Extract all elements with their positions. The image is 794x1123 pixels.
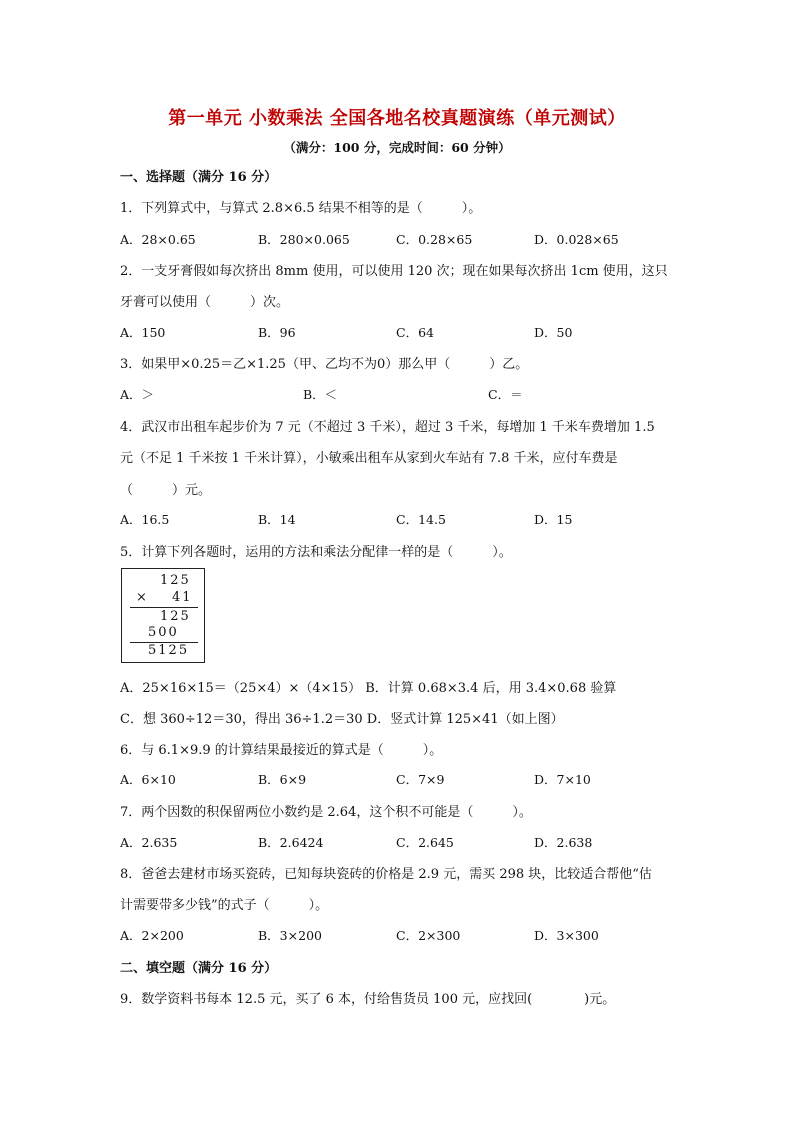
question-2-line-2: 牙膏可以使用（ ）次。: [120, 295, 290, 310]
q1-option-b: B．280×0.065: [258, 232, 350, 247]
q8-option-d: D．3×300: [534, 928, 599, 943]
calc-multiplier: 41: [172, 590, 193, 605]
q8-option-c: C．2×300: [396, 928, 461, 943]
q6-option-a: A．6×10: [120, 772, 176, 787]
q6-option-b: B．6×9: [258, 772, 307, 787]
q7-option-a: A．2.635: [120, 835, 178, 850]
q1-option-c: C．0.28×65: [396, 232, 473, 247]
calc-rule-1: [130, 607, 198, 608]
q5-options-cd: C．想 360÷12＝30，得出 36÷1.2＝30 D．竖式计算 125×41（如上图）: [120, 712, 564, 727]
question-8-line-1: 8．爸爸去建材市场买瓷砖，已知每块瓷砖的价格是 2.9 元，需买 298 块，比较适合帮他“估: [120, 867, 652, 882]
q4-option-a: A．16.5: [120, 512, 170, 527]
question-6: 6．与 6.1×9.9 的计算结果最接近的算式是（ ）。: [120, 743, 443, 758]
vertical-multiplication-box: [121, 568, 205, 663]
q6-option-d: D．7×10: [534, 772, 591, 787]
question-9: 9．数学资料书每本 12.5 元，买了 6 本，付给售货员 100 元，应找回( )元。: [120, 992, 616, 1007]
q3-option-c: C．＝: [488, 387, 523, 402]
calc-partial-2: 500: [148, 625, 179, 640]
calc-partial-1: 125: [160, 609, 191, 624]
question-5: 5．计算下列各题时，运用的方法和乘法分配律一样的是（ ）。: [120, 545, 512, 560]
q2-option-d: D．50: [534, 325, 573, 340]
question-1: 1．下列算式中，与算式 2.8×6.5 结果不相等的是（ ）。: [120, 201, 482, 216]
q8-option-b: B．3×200: [258, 928, 322, 943]
q7-option-b: B．2.6424: [258, 835, 324, 850]
q1-option-d: D．0.028×65: [534, 232, 619, 247]
page-title: 第一单元 小数乘法 全国各地名校真题演练（单元测试）: [168, 108, 626, 129]
q2-option-b: B．96: [258, 325, 296, 340]
question-3: 3．如果甲×0.25＝乙×1.25（甲、乙均不为0）那么甲（ ）乙。: [120, 357, 529, 372]
calc-multiplicand: 125: [160, 573, 191, 588]
calc-times-sign: ×: [136, 590, 149, 605]
question-8-line-2: 计需要带多少钱”的式子（ ）。: [120, 898, 329, 913]
page-subtitle: （满分：100 分，完成时间：60 分钟）: [283, 140, 511, 155]
section-heading-choice: 一、选择题（满分 16 分）: [120, 170, 278, 185]
q6-option-c: C．7×9: [396, 772, 445, 787]
question-7: 7．两个因数的积保留两位小数约是 2.64，这个积不可能是（ ）。: [120, 805, 532, 820]
question-2-line-1: 2．一支牙膏假如每次挤出 8mm 使用，可以使用 120 次；现在如果每次挤出 1cm 使用，这只: [120, 264, 668, 279]
q4-option-d: D．15: [534, 512, 573, 527]
question-4-line-1: 4．武汉市出租车起步价为 7 元（不超过 3 千米），超过 3 千米，每增加 1 千米车费增加 1.5: [120, 420, 655, 435]
q3-option-a: A．＞: [120, 387, 155, 402]
q8-option-a: A．2×200: [120, 928, 184, 943]
q4-option-b: B．14: [258, 512, 296, 527]
q5-options-ab: A．25×16×15＝（25×4）×（4×15） B．计算 0.68×3.4 后，用 3.4×0.68 验算: [120, 681, 617, 696]
q7-option-d: D．2.638: [534, 835, 593, 850]
q2-option-c: C．64: [396, 325, 434, 340]
section-heading-fill-blank: 二、填空题（满分 16 分）: [120, 961, 278, 976]
question-4-line-2: 元（不足 1 千米按 1 千米计算），小敏乘出租车从家到火车站有 7.8 千米，应付车费是: [120, 451, 618, 466]
q2-option-a: A．150: [120, 325, 166, 340]
q3-option-b: B．＜: [303, 387, 338, 402]
calc-product: 5125: [148, 643, 190, 658]
question-4-line-3: （ ）元。: [120, 483, 212, 498]
q1-option-a: A．28×0.65: [120, 232, 196, 247]
q7-option-c: C．2.645: [396, 835, 454, 850]
q4-option-c: C．14.5: [396, 512, 446, 527]
